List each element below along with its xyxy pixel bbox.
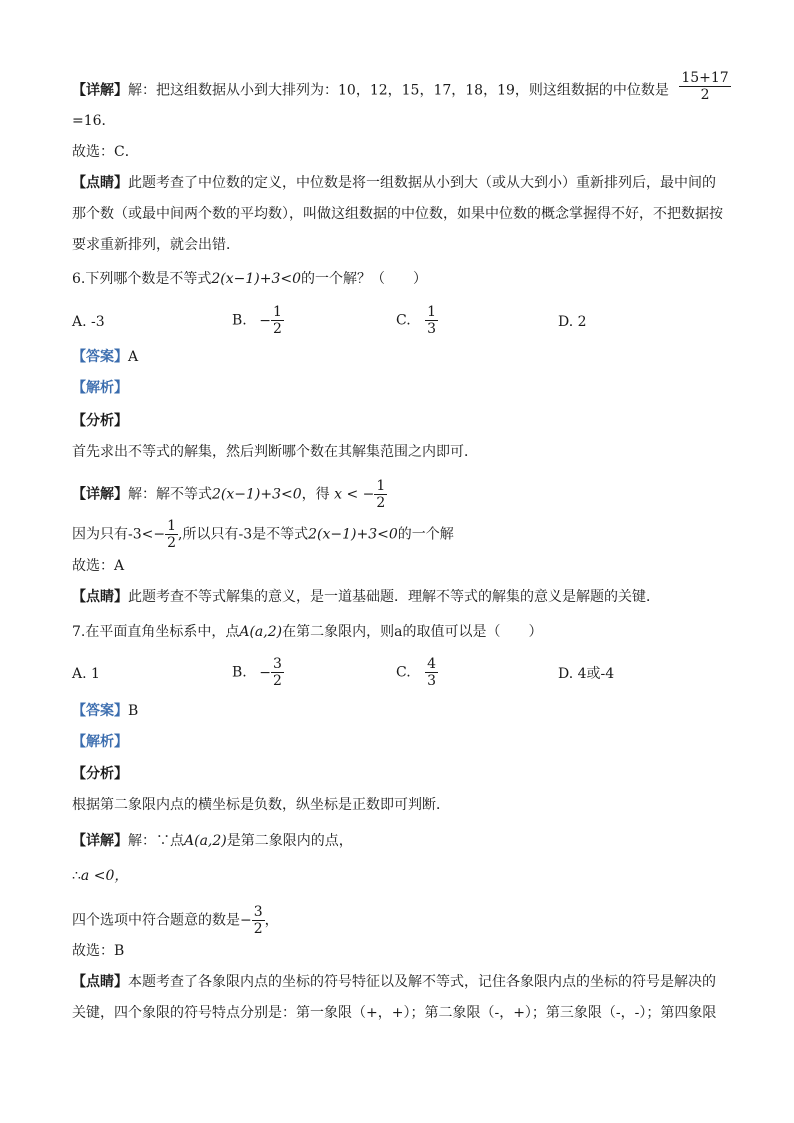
q7-choose: 故选：B <box>72 943 125 959</box>
q7-fenxi-tag: 【分析】 <box>72 766 128 782</box>
q6-option-d: D. 2 <box>558 314 587 330</box>
q5-choose: 故选：C． <box>72 144 139 160</box>
q7-option-c: C. $\frac{4}{3}$ <box>396 656 437 689</box>
q7-point-line-2: 关键，四个象限的符号特点分别是：第一象限（+，+）；第二象限（-，+）；第三象限（-，-）；第四象限 <box>72 1005 717 1021</box>
q5-detail-line <box>72 70 729 107</box>
q7-therefore: ∴a <0， <box>72 868 129 884</box>
q7-answer: 【答案】B <box>72 703 139 719</box>
q6-fenxi-text: 首先求出不等式的解集，然后判断哪个数在其解集范围之内即可． <box>72 444 478 460</box>
q6-answer: 【答案】A <box>72 349 139 365</box>
q6-fenxi-tag: 【分析】 <box>72 413 128 429</box>
fraction: $\frac{1}{2}$ <box>272 304 282 337</box>
q5-point-line-1: 【点睛】此题考查了中位数的定义，中位数是将一组数据从小到大（或从大到小）重新排列后，最中间的 <box>72 175 716 191</box>
fraction: $\frac{3}{2}$ <box>253 904 263 937</box>
q6-stem: 6.下列哪个数是不等式2(x−1)+3<0的一个解？（ ） <box>72 271 427 287</box>
q5-point-line-3: 要求重新排列，就会出错． <box>72 237 240 253</box>
q5-point-line-2: 那个数（或最中间两个数的平均数），叫做这组数据的中位数，如果中位数的概念掌握得不好，不把数据按 <box>72 206 723 222</box>
q7-fenxi-text: 根据第二象限内点的横坐标是负数，纵坐标是正数即可判断． <box>72 797 450 813</box>
q7-option-d: D. 4或-4 <box>558 666 615 682</box>
detail-text: 解：把这组数据从小到大排列为：10，12，15，17，18，19，则这组数据的中位数是 <box>128 82 669 99</box>
q7-option-a: A. 1 <box>72 666 100 682</box>
median-fraction: $\frac{15+17}{2}$ <box>681 70 729 103</box>
q7-stem: 7.在平面直角坐标系中，点A(a,2)在第二象限内，则a的取值可以是（ ） <box>72 624 543 640</box>
point-tag: 【点睛】 <box>72 175 128 191</box>
fraction: $\frac{4}{3}$ <box>427 656 437 689</box>
q6-option-c: C. $\frac{1}{3}$ <box>396 304 437 337</box>
q6-choose: 故选：A <box>72 558 125 574</box>
q5-result: =16． <box>72 113 116 129</box>
q7-four-options: 四个选项中符合题意的数是− $\frac{3}{2}$ ， <box>72 904 279 937</box>
fraction: $\frac{1}{2}$ <box>167 518 177 551</box>
q7-analysis-tag: 【解析】 <box>72 734 128 750</box>
point-a: A(a,2) <box>239 624 283 640</box>
fraction: $\frac{3}{2}$ <box>272 656 282 689</box>
fraction: $\frac{1}{3}$ <box>427 304 437 337</box>
answer-tag: 【答案】 <box>72 349 128 365</box>
inequality: 2(x−1)+3<0 <box>211 271 301 287</box>
q6-detail: 【详解】解：解不等式2(x−1)+3<0，得 x < − $\frac{1}{2}$ <box>72 478 386 511</box>
q6-because: 因为只有-3<− $\frac{1}{2}$ ,所以只有-3是不等式2(x−1)+3<0的一个解 <box>72 518 454 551</box>
fraction: $\frac{1}{2}$ <box>376 478 386 511</box>
q7-option-b: B. − $\frac{3}{2}$ <box>232 656 282 689</box>
q7-point-line-1: 【点睛】本题考查了各象限内点的坐标的符号特征以及解不等式，记住各象限内点的坐标的符号是解决的 <box>72 974 716 990</box>
detail-tag: 【详解】 <box>72 82 128 99</box>
q7-detail: 【详解】解：∵点A(a,2)是第二象限内的点， <box>72 833 353 849</box>
q6-point: 【点睛】此题考查不等式解集的意义，是一道基础题．理解不等式的解集的意义是解题的关键． <box>72 589 660 605</box>
q6-analysis-tag: 【解析】 <box>72 380 128 396</box>
q6-option-b: B. − $\frac{1}{2}$ <box>232 304 282 337</box>
q6-option-a: A. -3 <box>72 314 105 330</box>
